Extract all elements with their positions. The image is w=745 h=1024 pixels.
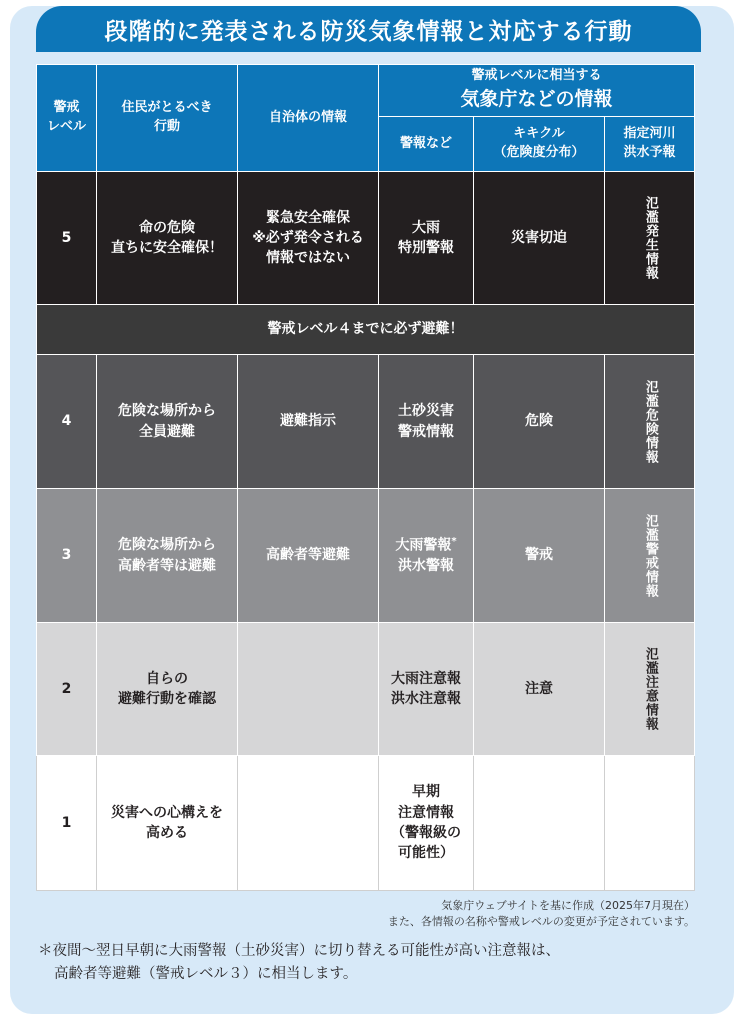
kikikuru-text: 警戒 (525, 547, 553, 564)
warnings-cell (379, 623, 474, 756)
header-kikikuru-text: キキクル （危険度分布） (493, 126, 585, 160)
header-level (37, 65, 97, 172)
header-river (605, 117, 695, 172)
evacuation-band-row (37, 305, 695, 355)
river-cell (605, 355, 695, 489)
kikikuru-cell (474, 355, 605, 489)
warnings-cell (379, 172, 474, 305)
table-row (37, 756, 695, 891)
river-text: 氾濫発生情報 (642, 196, 658, 280)
table-row (37, 172, 695, 305)
river-text: 氾濫警戒情報 (642, 513, 658, 598)
level-cell: 2 (37, 623, 97, 756)
header-municipal-text: 自治体の情報 (268, 109, 347, 125)
footnote-line-2: 高齢者等避難（警戒レベル３）に相当します。 (54, 966, 358, 983)
action-text: 危険な場所から 高齢者等は避難 (118, 537, 216, 574)
kikikuru-cell (474, 623, 605, 756)
table-row (37, 489, 695, 623)
level-cell: 5 (37, 172, 97, 305)
warnings-text: 大雨注意報 洪水注意報 (391, 670, 461, 707)
river-cell (605, 756, 695, 891)
kikikuru-text: 注意 (525, 680, 553, 697)
municipal-text: 緊急安全確保 ※必ず発令される 情報ではない (252, 209, 364, 267)
municipal-text: 高齢者等避難 (266, 547, 350, 564)
action-text: 自らの 避難行動を確認 (118, 670, 216, 707)
footnote-line-1: ＊夜間～翌日早朝に大雨警報（土砂災害）に切り替える可能性が高い注意報は、 (38, 943, 560, 959)
header-kikikuru (474, 117, 605, 172)
river-text: 氾濫注意情報 (642, 647, 658, 731)
river-cell (605, 172, 695, 305)
municipal-cell (238, 355, 379, 489)
action-text: 危険な場所から 全員避難 (118, 403, 216, 440)
action-cell (97, 355, 238, 489)
kikikuru-cell (474, 489, 605, 623)
river-cell (605, 489, 695, 623)
river-cell (605, 623, 695, 756)
warnings-cell (379, 756, 474, 891)
action-text: 災害への心構えを 高める (111, 804, 223, 841)
footnote-mark: * (451, 535, 457, 547)
header-action (97, 65, 238, 172)
source-line-2: また、各情報の名称や警戒レベルの変更が予定されています。 (387, 914, 695, 928)
table-row (37, 623, 695, 756)
warnings-text: 大雨 特別警報 (398, 219, 454, 256)
warnings-text: 早期 注意情報 （警報級の 可能性） (391, 784, 461, 862)
header-level-text: 警戒 レベル (46, 100, 86, 134)
warnings-cell (379, 355, 474, 489)
municipal-cell (238, 489, 379, 623)
level-cell: 1 (37, 756, 97, 891)
action-cell (97, 756, 238, 891)
header-warnings (379, 117, 474, 172)
source-note (300, 898, 695, 930)
header-municipal (238, 65, 379, 172)
action-cell (97, 172, 238, 305)
municipal-text: 避難指示 (280, 413, 336, 430)
municipal-cell (238, 172, 379, 305)
table-row (37, 355, 695, 489)
river-text: 氾濫危険情報 (642, 379, 658, 464)
evacuation-band: 警戒レベル４までに必ず避難！ (37, 305, 695, 355)
warnings-text-2: 洪水警報 (398, 557, 454, 574)
kikikuru-cell (474, 172, 605, 305)
page-title: 段階的に発表される防災気象情報と対応する行動 (36, 6, 701, 52)
action-cell (97, 623, 238, 756)
header-action-text: 住民がとるべき 行動 (121, 100, 213, 134)
footnote (38, 940, 708, 986)
level-cell: 4 (37, 355, 97, 489)
warnings-text: 土砂災害 警戒情報 (398, 403, 454, 440)
header-jma (379, 65, 695, 117)
warnings-text: 大雨警報 (395, 537, 452, 554)
warnings-cell (379, 489, 474, 623)
header-warnings-text: 警報など (399, 135, 452, 151)
header-river-text: 指定河川 洪水予報 (623, 126, 676, 160)
kikikuru-text: 災害切迫 (511, 229, 567, 246)
action-text: 命の危険 直ちに安全確保！ (111, 219, 223, 256)
source-line-1: 気象庁ウェブサイトを基に作成（2025年7月現在） (441, 899, 695, 912)
alert-level-table (36, 64, 695, 891)
kikikuru-text: 危険 (525, 413, 553, 430)
level-cell: 3 (37, 489, 97, 623)
municipal-cell (238, 756, 379, 891)
header-jma-small: 警戒レベルに相当する (471, 68, 602, 84)
kikikuru-cell (474, 756, 605, 891)
municipal-cell (238, 623, 379, 756)
header-jma-big: 気象庁などの情報 (460, 88, 613, 111)
action-cell (97, 489, 238, 623)
